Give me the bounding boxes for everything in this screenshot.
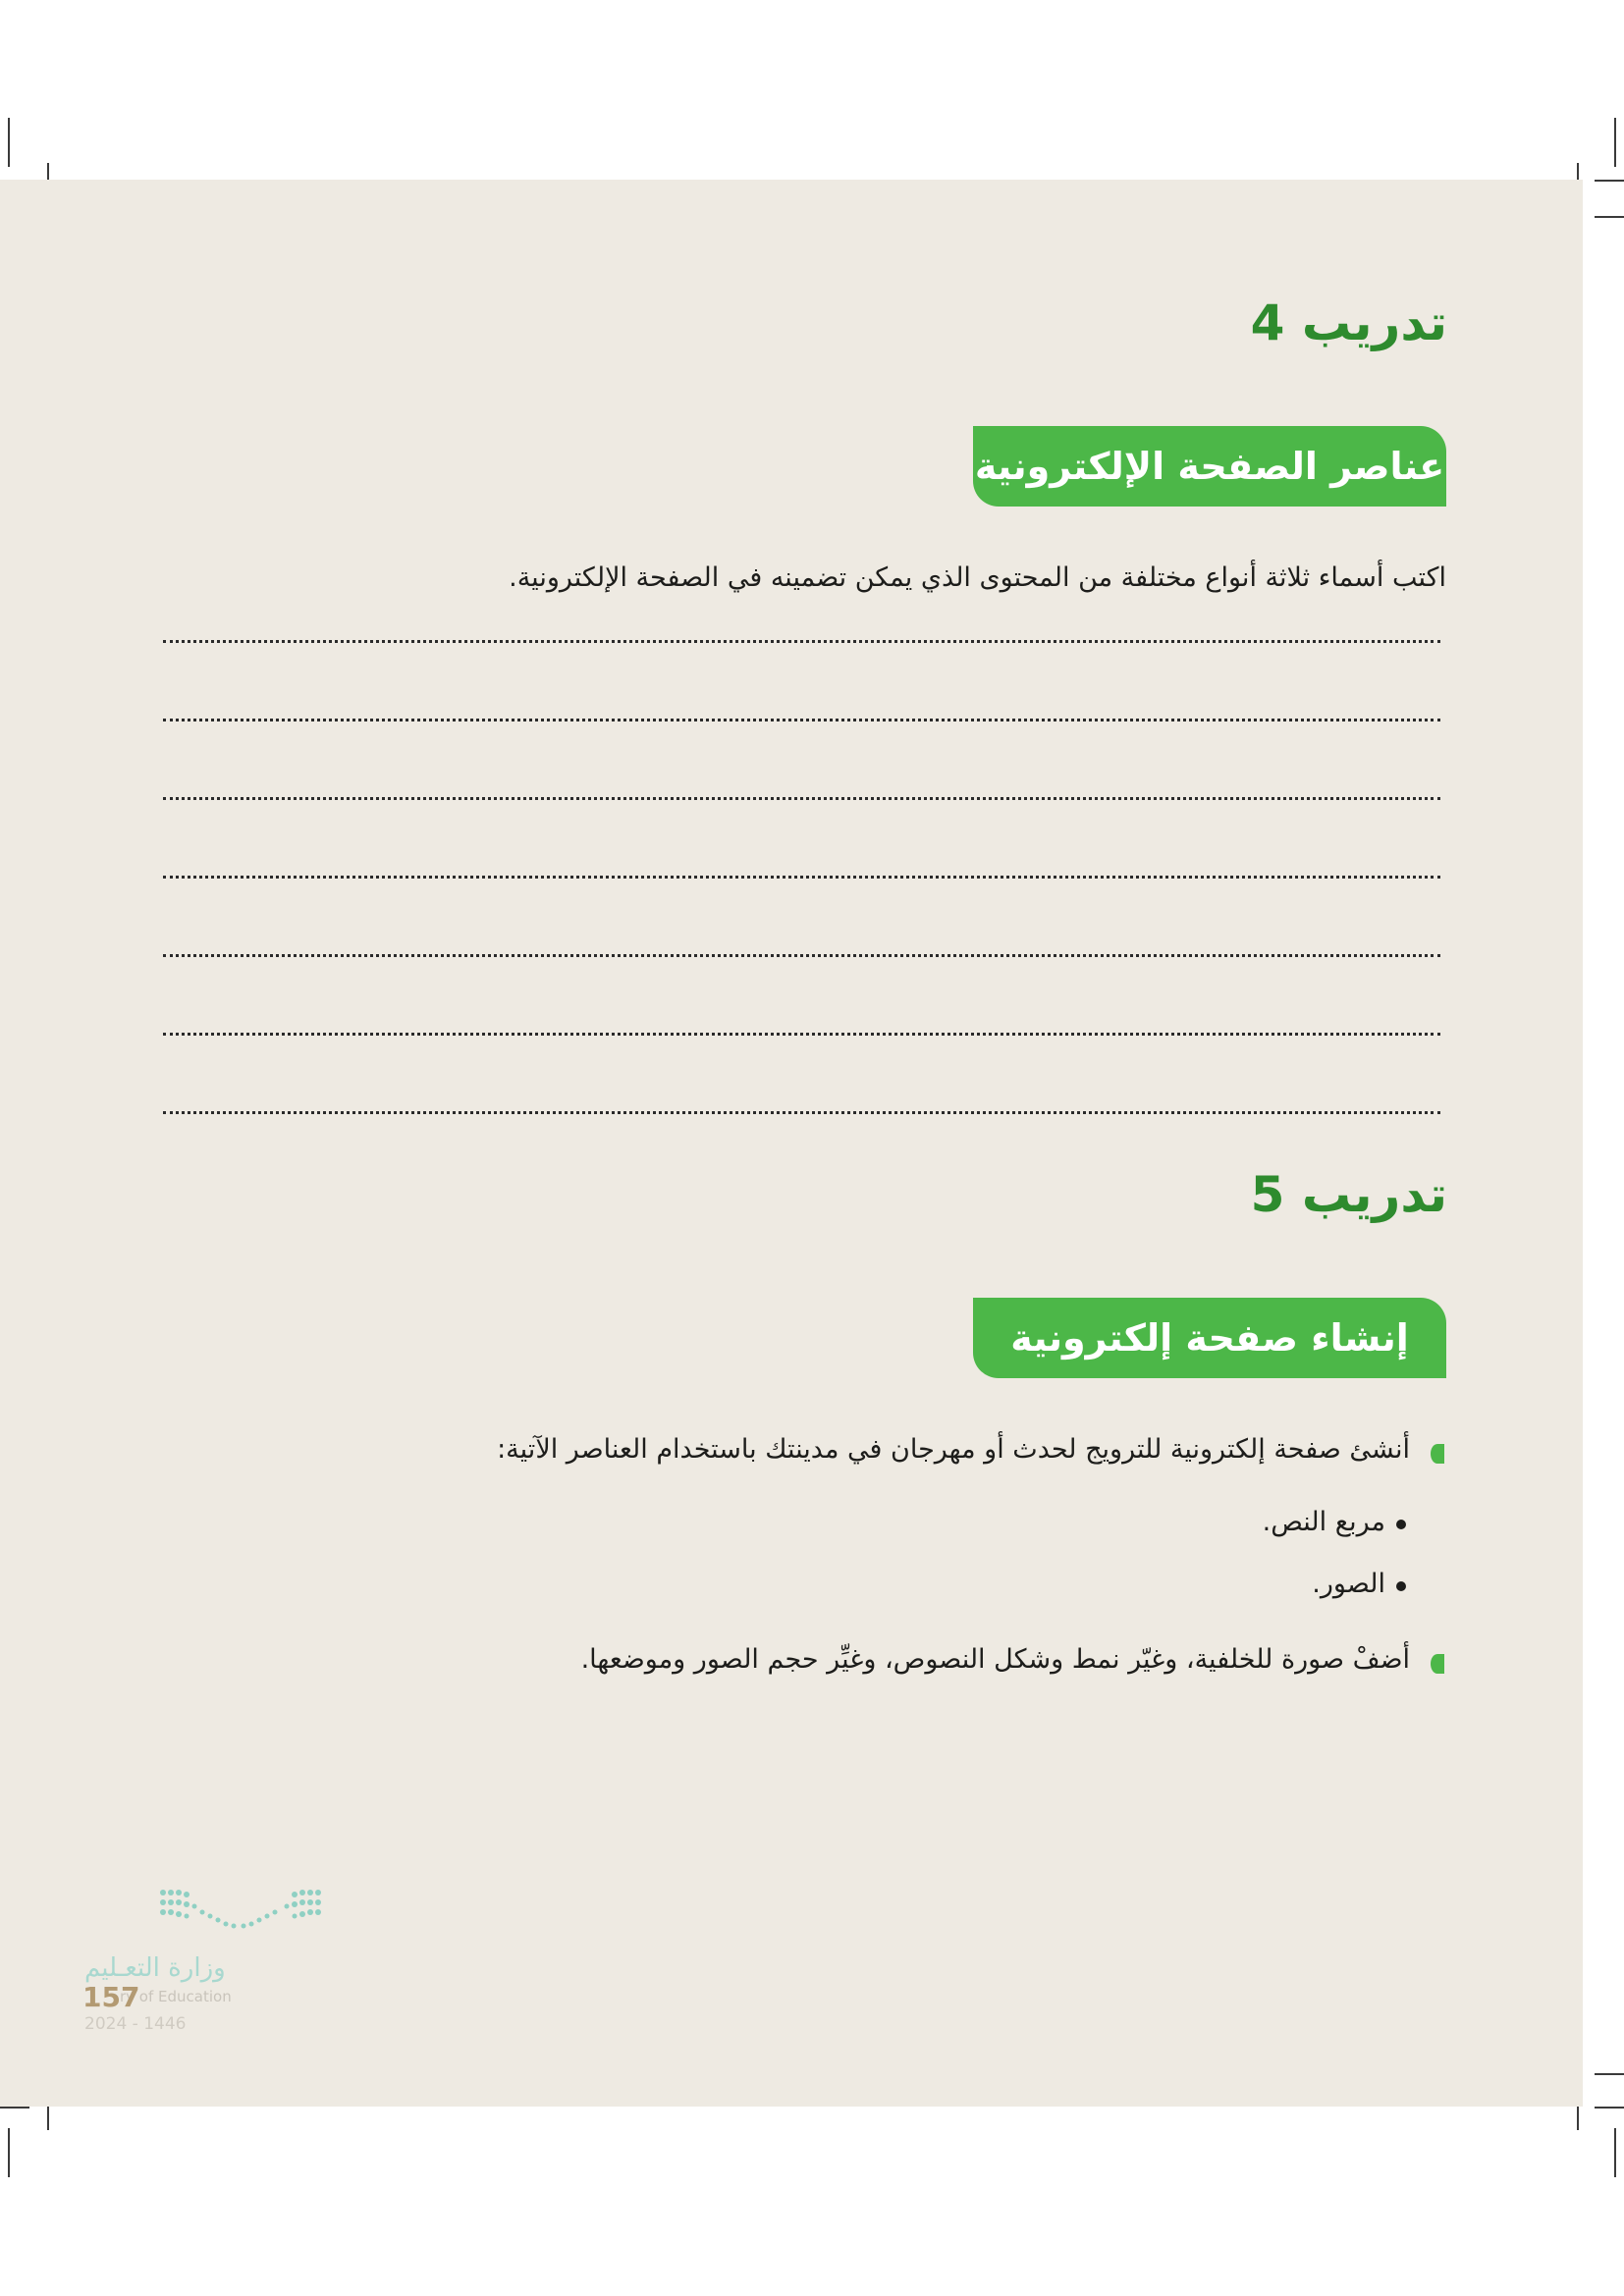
exercise-4-banner: عناصر الصفحة الإلكترونية: [973, 426, 1446, 507]
crop-mark: [1595, 2073, 1624, 2075]
ministry-logo-icon: [157, 1887, 324, 1938]
sub-item-images: الصور.: [1312, 1569, 1385, 1599]
crop-mark: [8, 2128, 10, 2177]
sub-item-text-box: مربع النص.: [1262, 1507, 1385, 1537]
exercise-5-item-2: أضفْ صورة للخلفية، وغيّر نمط وشكل النصوص، وغيِّر حجم الصور وموضعها.: [580, 1644, 1410, 1675]
answer-line[interactable]: [163, 1111, 1440, 1114]
crop-mark: [1595, 216, 1624, 218]
exercise-5-title: تدريب 5: [1250, 1166, 1447, 1223]
black-bullet-icon: [1396, 1520, 1406, 1529]
answer-line[interactable]: [163, 1033, 1440, 1036]
crop-mark: [1614, 118, 1616, 167]
green-bullet-icon: [1431, 1444, 1444, 1464]
answer-line[interactable]: [163, 640, 1440, 643]
green-bullet-icon: [1431, 1654, 1444, 1674]
exercise-5-banner: إنشاء صفحة إلكترونية: [973, 1298, 1446, 1378]
edition-year: 2024 - 1446: [84, 2014, 187, 2034]
page-number: 157: [82, 1981, 140, 2013]
ministry-name-english: ry of Education: [120, 1988, 232, 2005]
answer-line[interactable]: [163, 954, 1440, 957]
answer-line[interactable]: [163, 797, 1440, 800]
ministry-name: وزارة التعـليم: [84, 1953, 226, 1983]
exercise-5-item-1: أنشئ صفحة إلكترونية للترويج لحدث أو مهرجان في مدينتك باستخدام العناصر الآتية:: [497, 1434, 1410, 1465]
crop-mark: [0, 2107, 29, 2109]
answer-line[interactable]: [163, 719, 1440, 721]
exercise-4-title: تدريب 4: [1250, 294, 1447, 351]
crop-mark: [1595, 180, 1624, 182]
answer-line[interactable]: [163, 876, 1440, 879]
crop-mark: [8, 118, 10, 167]
black-bullet-icon: [1396, 1581, 1406, 1591]
crop-mark: [1614, 2128, 1616, 2177]
exercise-4-instruction: اكتب أسماء ثلاثة أنواع مختلفة من المحتوى الذي يمكن تضمينه في الصفحة الإلكترونية.: [509, 562, 1446, 593]
crop-mark: [1595, 2107, 1624, 2109]
